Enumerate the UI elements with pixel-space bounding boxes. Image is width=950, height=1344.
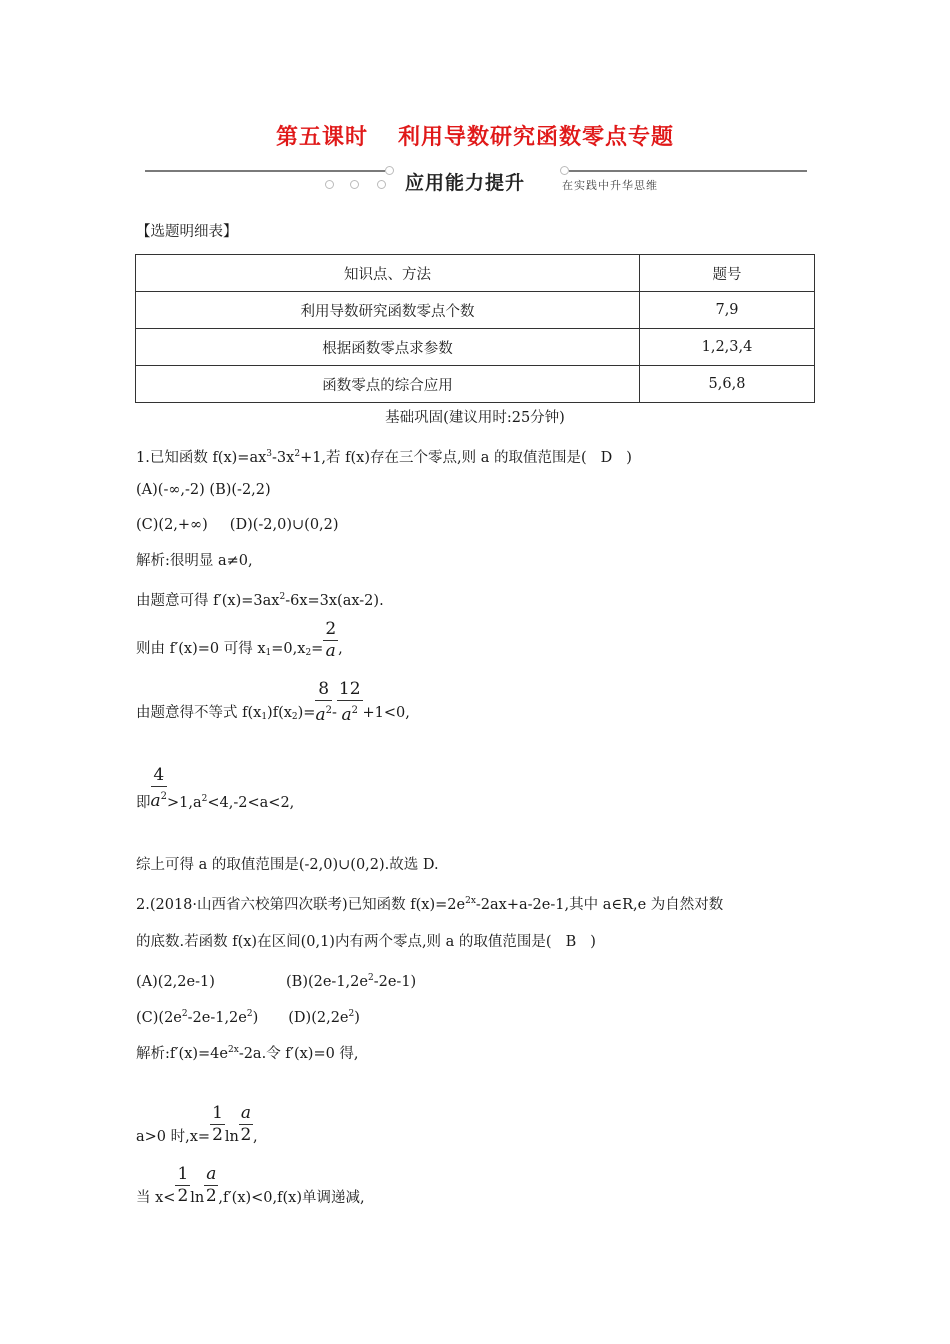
title-topic: 利用导数研究函数零点专题 (398, 125, 675, 150)
banner-line-left (145, 170, 385, 172)
q1-solution-line: 由题意得不等式 $f(x_1)f(x_2)=$ $\frac{8}{a^2}$ - $\frac{12}{a^2}$ +1<0, (136, 679, 410, 725)
table-cell: 1,2,3,4 (640, 329, 815, 366)
table-caption: 【选题明细表】 (136, 224, 238, 240)
banner-line-right (569, 170, 807, 172)
q1-solution-line: 综上可得 a 的取值范围是(-2,0)∪(0,2).故选 D. (136, 857, 439, 873)
table-cell: 5,6,8 (640, 366, 815, 403)
section-banner (145, 160, 807, 200)
q2-solution-line: a>0 时,x= $\frac{1}{2}$ ln $\frac{a}{2}$ , (136, 1103, 258, 1145)
banner-subtitle: 在实践中升华思维 (562, 179, 658, 192)
banner-dot-icon (350, 180, 359, 189)
banner-ornament-icon (560, 166, 569, 175)
fraction: $\frac{2}{a}$ (325, 619, 337, 661)
q2-options-cd: $(C)(2e^2-2e-1,2e^2)$ $(D)(2,2e^2)$ (136, 1009, 360, 1026)
fraction: $\frac{12}{a^2}$ (338, 679, 361, 725)
banner-dot-icon (325, 180, 334, 189)
q1-solution-line: 则由 f′(x)=0 可得 $x_1=0,x_2=$ $\frac{2}{a}$ , (136, 619, 343, 661)
q2-solution-line: 解析$:f'(x)=4e^{2x}-2a$.令 f′(x)=0 得, (136, 1045, 359, 1062)
q2-stem: 2.(2018·山西省六校第四次联考)已知函数 $f(x)=2e^{2x}-2ax+a-2e-1$,其中 a∈R,e 为自然对数 (136, 896, 724, 913)
q2-solution-line: 当 x< $\frac{1}{2}$ ln $\frac{a}{2}$ ,f′(x)<0,f(x)单调递减, (136, 1164, 365, 1206)
table-cell: 7,9 (640, 292, 815, 329)
fraction: $\frac{a}{2}$ (205, 1164, 217, 1206)
table-cell: 利用导数研究函数零点个数 (136, 292, 640, 329)
table-header-cell: 知识点、方法 (136, 255, 640, 292)
section-heading: 基础巩固(建议用时:25分钟) (385, 410, 565, 426)
q1-solution-line: 解析:很明显 a≠0, (136, 553, 253, 569)
banner-dot-icon (377, 180, 386, 189)
table-row (136, 292, 815, 329)
table-header-row (136, 255, 815, 292)
q1-stem: 1.已知函数 $f(x)=ax^3-3x^2+1$,若 f(x)存在三个零点,则 a 的取值范围是( D ) (136, 449, 632, 466)
q1-solution-line: 由题意可得 $f'(x)=3ax^2-6x=3x(ax-2)$. (136, 592, 384, 609)
topic-table (135, 254, 815, 403)
banner-ornament-icon (385, 166, 394, 175)
fraction: $\frac{8}{a^2}$ (315, 679, 332, 725)
banner-heading: 应用能力提升 (405, 172, 526, 194)
q2-options-ab: (A)(2,2e-1) $(B)(2e-1,2e^2-2e-1)$ (136, 973, 417, 990)
q1-options-cd: (C)(2,+∞) (D)(-2,0)∪(0,2) (136, 517, 339, 533)
table-row (136, 366, 815, 403)
fraction: $\frac{4}{a^2}$ (150, 765, 168, 811)
q1-options-ab: (A)(-∞,-2) (B)(-2,2) (136, 482, 271, 498)
q2-stem: 的底数.若函数 f(x)在区间(0,1)内有两个零点,则 a 的取值范围是( B ) (136, 934, 596, 950)
table-cell: 函数零点的综合应用 (136, 366, 640, 403)
page-title (0, 120, 950, 151)
table-row (136, 329, 815, 366)
table-cell: 根据函数零点求参数 (136, 329, 640, 366)
fraction: $\frac{1}{2}$ (177, 1164, 189, 1206)
q1-solution-line: 即 $\frac{4}{a^2}$ $>1,a^2<4,-2<a<2$, (136, 765, 295, 811)
q1-answer: D (600, 450, 613, 466)
title-lesson: 第五课时 (275, 125, 368, 150)
fraction: $\frac{1}{2}$ (212, 1103, 223, 1145)
q2-answer: B (565, 934, 577, 950)
fraction: $\frac{a}{2}$ (240, 1103, 252, 1145)
table-header-cell: 题号 (640, 255, 815, 292)
